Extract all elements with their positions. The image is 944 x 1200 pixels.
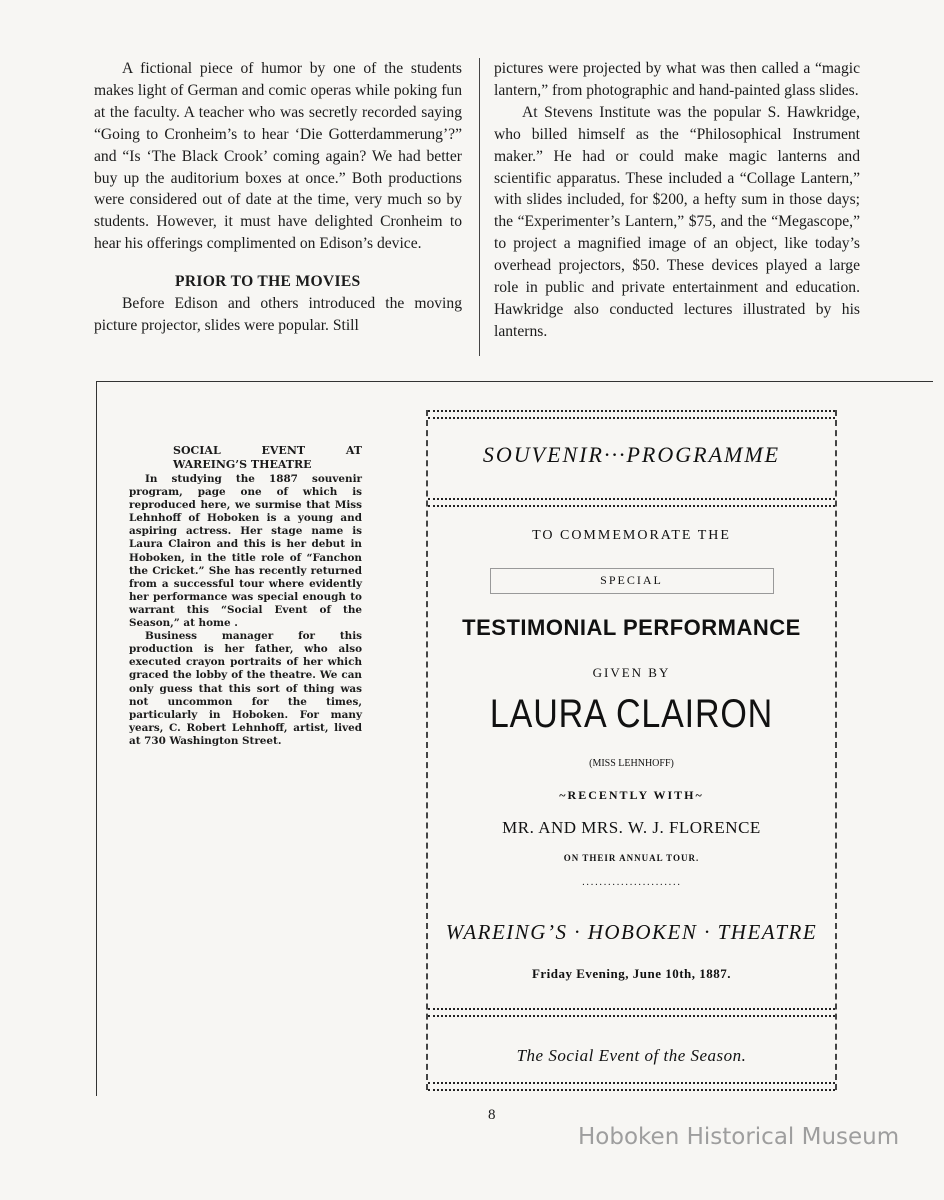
right-paragraph-2: At Stevens Institute was the popular S. Hawkridge, who billed himself as the “Philosophical Instrument maker.” He had or could make magic lanterns and scientific apparatus. These included a “Collage Lantern,” with slides included, for $200, a hefty sum in those days; the “Experimenter’s Lantern,” $75, and the “Megascope,” to project a magnified image of an object, like today’s overhead projectors, $50. These devices played a large role in public and private entertainment and education. Hawkridge also conducted lectures illustrated by his lanterns. [494, 103, 860, 340]
program-dashes: ······················· [581, 880, 682, 891]
program-social-event: The Social Event of the Season. [516, 1046, 747, 1065]
program-florence: MR. AND MRS. W. J. FLORENCE [502, 818, 761, 837]
program-real-name: (MISS LEHNHOFF) [589, 758, 674, 769]
right-paragraph-1: pictures were projected by what was then called a “magic lantern,” from photographic and hand-painted glass slides. [494, 60, 860, 99]
section-heading: PRIOR TO THE MOVIES [175, 273, 361, 291]
program-title: SOUVENIR···PROGRAMME [482, 442, 781, 467]
program-special: SPECIAL [600, 573, 663, 587]
program-recently-with: ~RECENTLY WITH~ [559, 788, 704, 802]
program-testimonial: TESTIMONIAL PERFORMANCE [462, 615, 801, 640]
page-number: 8 [488, 1107, 496, 1123]
watermark: Hoboken Historical Museum [578, 1124, 900, 1150]
sidebar-paragraph-2: Business manager for this production is her father, who also executed crayon portraits of her which graced the lobby of the theatre. We can only guess that this sort of thing was not uncommon for the times, particularly in Hoboken. For many years, C. Robert Lehnhoff, artist, lived at 730 Washington Street. [129, 630, 362, 747]
program-border-bottom [428, 1082, 835, 1091]
program-theatre: WAREING’S · HOBOKEN · THEATRE [445, 920, 818, 944]
sidebar-heading: SOCIAL EVENT AT WAREING’S THEATRE [173, 444, 362, 471]
sidebar-paragraph-1: In studying the 1887 souvenir program, page one of which is reproduced here, we surmise that Miss Lehnhoff of Hoboken is a young and aspiring actress. Her stage name is Laura Clairon and this is her debut in Hoboken, in the title role of “Fanchon the Cricket.” She has recently returned from a successful tour where evidently her performance was special enough to warrant this “Social Event of the Season,” at home . [129, 473, 362, 630]
program-border-top [428, 410, 835, 419]
program-performer-name: LAURA CLAIRON [489, 692, 774, 736]
program-annual-tour: ON THEIR ANNUAL TOUR. [563, 853, 700, 863]
sidebar-article [129, 444, 362, 748]
program-date: Friday Evening, June 10th, 1887. [531, 966, 732, 981]
left-paragraph-1: A fictional piece of humor by one of the students makes light of German and comic operas while poking fun at the faculty. A teacher who was secretly recorded saying “Going to Cronheim’s to hear ‘Die Gotterdammerung’?” and “Is ‘The Black Crook’ coming again? We had better buy up the auditorium boxes at once.” Both productions were considered out of date at the time, very much so by students. However, it must have delighted Cronheim to hear his offerings complimented on Edison’s device. [94, 60, 462, 253]
souvenir-program-image [426, 410, 837, 1090]
program-border-lower [428, 1008, 835, 1017]
right-column [494, 58, 860, 343]
column-divider [479, 58, 480, 356]
left-paragraph-2: Before Edison and others introduced the moving picture projector, slides were popular. Still [94, 295, 462, 334]
program-commemorate: TO COMMEMORATE THE [532, 528, 731, 543]
left-column [94, 58, 462, 337]
program-border-upper [428, 498, 835, 507]
program-given-by: GIVEN BY [592, 665, 671, 680]
